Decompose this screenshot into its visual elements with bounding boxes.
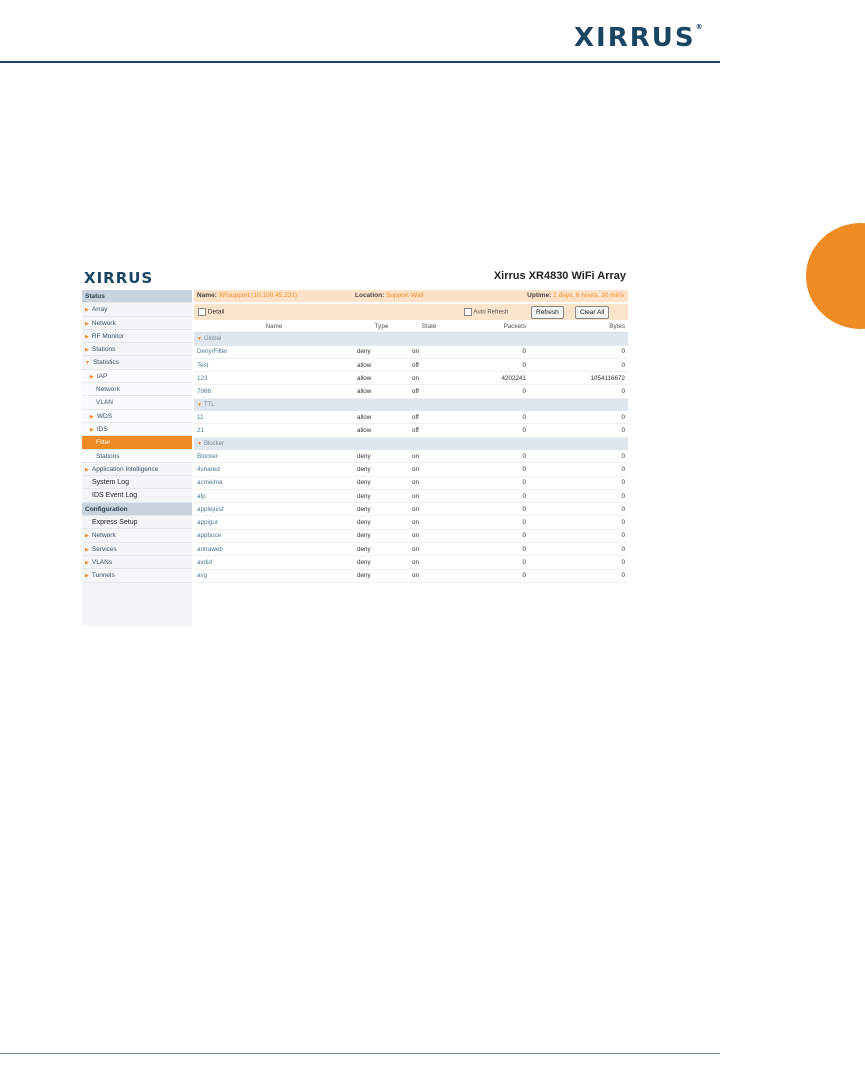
table-row[interactable]: [194, 358, 628, 371]
cell-bytes: 0: [529, 476, 628, 489]
group-label: TTL: [203, 401, 215, 408]
cell-packets: 0: [449, 476, 529, 489]
cell-type: deny: [354, 569, 409, 582]
cell-type: deny: [354, 450, 409, 463]
group-header[interactable]: [194, 398, 628, 411]
table-row[interactable]: [194, 463, 628, 476]
sidebar-item[interactable]: [82, 556, 192, 569]
cell-packets: 0: [449, 556, 529, 569]
chapter-tab: [806, 223, 865, 329]
sidebar-item-label: Configuration: [85, 505, 128, 513]
ui-screenshot: [80, 263, 630, 626]
sidebar-item-label: Array: [91, 306, 108, 314]
sidebar-item[interactable]: [82, 489, 192, 502]
table-row[interactable]: [194, 543, 628, 556]
cell-packets: 0: [449, 489, 529, 502]
cell-name[interactable]: Test: [194, 358, 354, 371]
location-label: Location:: [355, 292, 385, 299]
cell-packets: 0: [449, 543, 529, 556]
cell-packets: 0: [449, 516, 529, 529]
table-row[interactable]: [194, 503, 628, 516]
collapse-icon[interactable]: ▼: [197, 440, 202, 447]
cell-state: on: [409, 476, 449, 489]
expand-right-icon: ▶: [90, 426, 94, 433]
shot-title: Xirrus XR4830 WiFi Array: [493, 270, 626, 282]
expand-right-icon: ▶: [90, 413, 94, 420]
cell-name[interactable]: antraweb: [194, 543, 354, 556]
sidebar-item-label: Network: [96, 386, 120, 394]
content-pane: [194, 290, 628, 626]
detail-checkbox[interactable]: [198, 308, 206, 316]
expand-right-icon: ▶: [85, 573, 89, 580]
expand-right-icon: ▶: [85, 546, 89, 553]
cell-type: deny: [354, 463, 409, 476]
sidebar-item[interactable]: [82, 317, 192, 330]
expand-right-icon: ▶: [85, 559, 89, 566]
cell-name[interactable]: Deny/Filter: [194, 346, 354, 359]
sidebar-item[interactable]: [82, 330, 192, 343]
auto-refresh-label: Auto Refresh: [473, 309, 509, 316]
cell-type: allow: [354, 424, 409, 437]
cell-name[interactable]: afp: [194, 489, 354, 502]
cell-bytes: 0: [529, 450, 628, 463]
cell-packets: 0: [449, 411, 529, 424]
collapse-icon[interactable]: ▼: [197, 336, 202, 343]
cell-bytes: 1054116672: [529, 372, 628, 385]
sidebar-item[interactable]: [82, 450, 192, 463]
sidebar-item-label: IDS: [96, 425, 108, 433]
cell-state: on: [409, 372, 449, 385]
table-row[interactable]: [194, 489, 628, 502]
group-label: Blocker: [203, 440, 224, 447]
cell-type: allow: [354, 385, 409, 398]
cell-packets: 0: [449, 385, 529, 398]
cell-bytes: 0: [529, 346, 628, 359]
info-bar: [194, 290, 628, 302]
location-value[interactable]: Support-Wall: [386, 292, 424, 299]
cell-bytes: 0: [529, 503, 628, 516]
sidebar-item[interactable]: [82, 383, 192, 396]
cell-packets: 0: [449, 358, 529, 371]
cell-type: deny: [354, 476, 409, 489]
cell-state: on: [409, 543, 449, 556]
group-header[interactable]: [194, 437, 628, 450]
name-label: Name:: [197, 292, 217, 299]
cell-name[interactable]: acmeima: [194, 476, 354, 489]
cell-name[interactable]: avdid: [194, 556, 354, 569]
sidebar-item-label: Status: [85, 293, 105, 300]
sidebar-item[interactable]: [82, 436, 192, 449]
table-row[interactable]: [194, 385, 628, 398]
cell-name[interactable]: 123: [194, 372, 354, 385]
cell-bytes: 0: [529, 489, 628, 502]
cell-packets: 0: [449, 424, 529, 437]
cell-packets: 0: [449, 463, 529, 476]
cell-name[interactable]: 4shared: [194, 463, 354, 476]
sidebar-item[interactable]: [82, 343, 192, 356]
shot-logo: XIRRUS: [84, 269, 154, 287]
uptime-label: Uptime:: [527, 292, 552, 299]
sidebar-item-label: VLAN: [96, 399, 113, 407]
group-row[interactable]: [194, 437, 628, 450]
sidebar-item[interactable]: [82, 356, 192, 369]
sidebar-item: [82, 503, 192, 516]
footer-rule: [0, 1053, 720, 1054]
sidebar-item-label: Network: [91, 532, 116, 540]
table-row[interactable]: [194, 529, 628, 542]
cell-state: off: [409, 385, 449, 398]
cell-bytes: 0: [529, 529, 628, 542]
cell-state: on: [409, 450, 449, 463]
cell-bytes: 0: [529, 385, 628, 398]
sidebar-item[interactable]: [82, 529, 192, 542]
sidebar-item-label: Network: [91, 319, 116, 327]
group-header[interactable]: [194, 333, 628, 346]
detail-label: Detail: [207, 308, 225, 316]
cell-name[interactable]: appigur: [194, 516, 354, 529]
sidebar-item-label: VLANs: [91, 558, 113, 566]
cell-packets: 0: [449, 450, 529, 463]
expand-right-icon: ▶: [85, 347, 89, 354]
auto-refresh-checkbox[interactable]: [464, 308, 472, 316]
col-header-bytes[interactable]: Bytes: [529, 320, 628, 333]
filter-table: [194, 320, 628, 583]
sidebar-item-label: Express Setup: [92, 519, 138, 527]
cell-state: on: [409, 503, 449, 516]
col-header-name[interactable]: Name: [194, 320, 354, 333]
sidebar-item: [82, 290, 192, 303]
cell-bytes: 0: [529, 556, 628, 569]
cell-packets: 0: [449, 346, 529, 359]
sidebar-item-label: Stations: [96, 452, 120, 460]
group-row[interactable]: [194, 398, 628, 411]
cell-type: allow: [354, 372, 409, 385]
table-row[interactable]: [194, 346, 628, 359]
cell-bytes: 0: [529, 424, 628, 437]
expand-right-icon: ▶: [90, 373, 94, 380]
sidebar-item-label: Tunnels: [91, 572, 115, 580]
expand-down-icon: ▼: [85, 360, 90, 367]
expand-right-icon: ▶: [85, 333, 89, 340]
table-row[interactable]: [194, 516, 628, 529]
cell-state: off: [409, 358, 449, 371]
sidebar-item[interactable]: [82, 543, 192, 556]
cell-state: on: [409, 489, 449, 502]
collapse-icon[interactable]: ▼: [197, 401, 202, 408]
sidebar-item-label: System Log: [92, 479, 129, 487]
col-header-type[interactable]: Type: [354, 320, 409, 333]
cell-packets: 0: [449, 569, 529, 582]
cell-type: deny: [354, 556, 409, 569]
sidebar-item[interactable]: [82, 516, 192, 529]
cell-packets: 4202241: [449, 372, 529, 385]
clear-all-button[interactable]: Clear All: [575, 306, 609, 319]
sidebar-item[interactable]: [82, 370, 192, 383]
table-row[interactable]: [194, 476, 628, 489]
expand-right-icon: ▶: [85, 466, 89, 473]
cell-packets: 0: [449, 503, 529, 516]
cell-state: off: [409, 424, 449, 437]
table-row[interactable]: [194, 569, 628, 582]
cell-bytes: 0: [529, 516, 628, 529]
expand-right-icon: ▶: [85, 533, 89, 540]
sidebar-item-label: Stations: [91, 346, 116, 354]
xirrus-logo: XIRRUS®: [574, 23, 703, 53]
cell-bytes: 0: [529, 543, 628, 556]
cell-packets: 0: [449, 529, 529, 542]
cell-type: deny: [354, 529, 409, 542]
sidebar-item-label: Filter: [96, 439, 111, 447]
sidebar-item[interactable]: [82, 476, 192, 489]
sidebar-item[interactable]: [82, 396, 192, 409]
cell-name[interactable]: avg: [194, 569, 354, 582]
cell-name[interactable]: Blocker: [194, 450, 354, 463]
name-value[interactable]: XRsupport (10.100.45.231): [218, 292, 298, 299]
cell-type: deny: [354, 543, 409, 556]
sidebar-item-label: Services: [91, 545, 117, 553]
table-row[interactable]: [194, 556, 628, 569]
cell-state: on: [409, 529, 449, 542]
sidebar-item[interactable]: [82, 410, 192, 423]
filter-toolbar: [194, 304, 628, 320]
sidebar-item-label: Application Intelligence: [91, 465, 159, 473]
sidebar-item-label: IAP: [96, 372, 108, 380]
cell-name[interactable]: appbuce: [194, 529, 354, 542]
cell-state: on: [409, 463, 449, 476]
table-row[interactable]: [194, 424, 628, 437]
cell-state: off: [409, 411, 449, 424]
sidebar-item-label: RF Monitor: [91, 332, 125, 340]
cell-state: on: [409, 346, 449, 359]
col-header-state[interactable]: State: [409, 320, 449, 333]
cell-bytes: 0: [529, 411, 628, 424]
sidebar-nav: [82, 290, 192, 626]
cell-name[interactable]: 21: [194, 424, 354, 437]
sidebar-item-label: WDS: [96, 412, 113, 420]
table-row[interactable]: [194, 450, 628, 463]
group-row[interactable]: [194, 333, 628, 346]
cell-name[interactable]: applejuist: [194, 503, 354, 516]
sidebar-item[interactable]: [82, 569, 192, 582]
table-row[interactable]: [194, 411, 628, 424]
cell-name[interactable]: 11: [194, 411, 354, 424]
cell-type: deny: [354, 346, 409, 359]
cell-type: allow: [354, 358, 409, 371]
sidebar-item[interactable]: [82, 303, 192, 316]
cell-type: deny: [354, 503, 409, 516]
cell-type: allow: [354, 411, 409, 424]
sidebar-item[interactable]: [82, 463, 192, 476]
cell-type: deny: [354, 489, 409, 502]
group-label: Global: [203, 336, 222, 343]
col-header-packets[interactable]: Packets: [449, 320, 529, 333]
sidebar-item-label: Statistics: [92, 359, 119, 367]
cell-state: on: [409, 569, 449, 582]
cell-bytes: 0: [529, 358, 628, 371]
expand-right-icon: ▶: [85, 320, 89, 327]
table-row[interactable]: [194, 372, 628, 385]
cell-state: on: [409, 556, 449, 569]
header-rule: [0, 61, 720, 63]
cell-bytes: 0: [529, 569, 628, 582]
refresh-button[interactable]: Refresh: [531, 306, 564, 319]
sidebar-item-label: IDS Event Log: [92, 492, 138, 500]
cell-name[interactable]: 7066: [194, 385, 354, 398]
sidebar-item[interactable]: [82, 423, 192, 436]
uptime-value: 1 days, 6 hours, 30 mins: [553, 292, 624, 299]
cell-state: on: [409, 516, 449, 529]
cell-bytes: 0: [529, 463, 628, 476]
cell-type: deny: [354, 516, 409, 529]
expand-right-icon: ▶: [85, 307, 89, 314]
